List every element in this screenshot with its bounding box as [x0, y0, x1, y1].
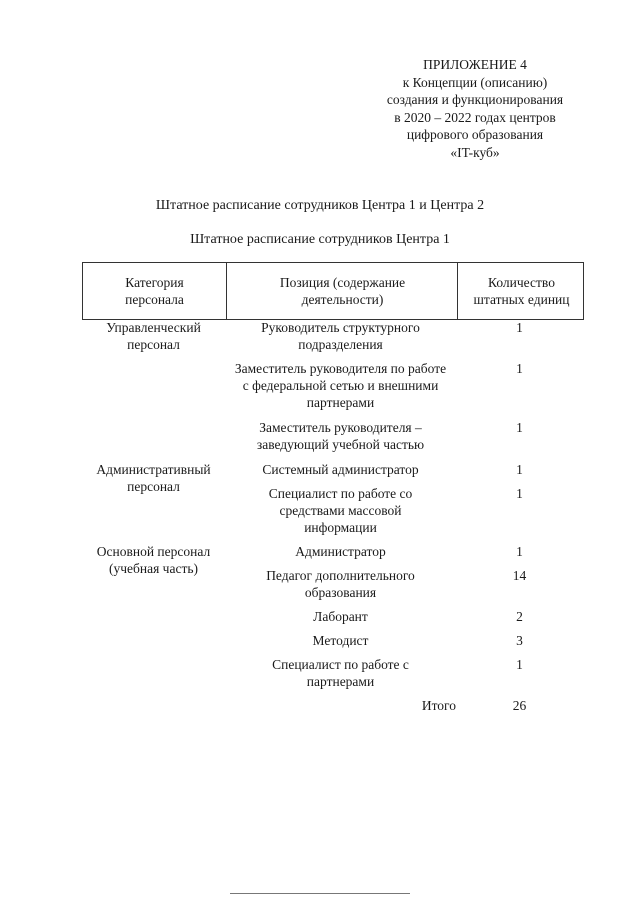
position-cell	[225, 485, 456, 536]
category-label: Административный персонал	[96, 462, 211, 494]
quantity-cell: 2	[516, 609, 523, 624]
appendix-line: к Концепции (описанию)	[402, 74, 548, 90]
appendix-header	[360, 56, 590, 161]
appendix-line: в 2020 – 2022 годах центров	[394, 109, 556, 125]
appendix-line: ПРИЛОЖЕНИЕ 4	[423, 57, 527, 72]
position-label: Специалист по работе с партнерами	[272, 657, 409, 689]
quantity-cell: 3	[516, 633, 523, 648]
header-quantity-label: Количество штатных единиц	[473, 275, 570, 307]
category-cell	[82, 543, 225, 577]
position-label: Системный администратор	[262, 462, 419, 477]
position-label: Заместитель руководителя по работе с федеральной сетью и внешними партнерами	[234, 361, 447, 410]
position-cell	[225, 543, 456, 560]
category-cell	[82, 319, 225, 353]
header-quantity	[457, 263, 585, 319]
quantity-cell: 1	[516, 486, 523, 501]
quantity-cell: 1	[516, 420, 523, 435]
quantity-cell: 14	[512, 568, 527, 583]
header-position	[226, 263, 458, 319]
appendix-line: «IT-куб»	[450, 144, 500, 160]
position-cell	[225, 419, 456, 453]
document-title: Штатное расписание сотрудников Центра 1 и Центра 2	[155, 198, 485, 213]
position-cell: Методист	[312, 633, 369, 648]
position-label: Заместитель руководителя – заведующий учебной частью	[256, 420, 425, 452]
position-label: Руководитель структурного подразделения	[261, 320, 420, 352]
category-label: Управленческий персонал	[106, 320, 201, 352]
quantity-cell: 1	[516, 544, 523, 559]
category-label: Основной персонал (учебная часть)	[96, 544, 211, 576]
appendix-line: создания и функционирования	[386, 92, 564, 107]
footer-divider	[230, 893, 410, 894]
quantity-cell: 1	[516, 462, 523, 477]
table-header-row	[82, 262, 584, 320]
position-cell	[225, 656, 456, 690]
quantity-cell: 1	[516, 657, 523, 672]
position-cell	[225, 567, 456, 601]
appendix-line: цифрового образования	[406, 127, 544, 142]
position-cell	[225, 360, 456, 411]
total-value: 26	[512, 698, 527, 713]
quantity-cell: 1	[516, 361, 523, 376]
table-caption: Штатное расписание сотрудников Центра 1	[190, 232, 450, 247]
quantity-cell: 1	[516, 320, 523, 335]
staffing-table	[82, 262, 584, 713]
position-label: Педагог дополнительного образования	[266, 568, 415, 600]
position-label: Специалист по работе со средствами массовой информации	[268, 486, 413, 535]
position-label: Администратор	[295, 544, 386, 559]
header-position-label: Позиция (содержание деятельности)	[279, 275, 406, 307]
position-cell	[225, 319, 456, 353]
position-cell	[225, 461, 456, 478]
category-cell	[82, 461, 225, 495]
header-category	[83, 263, 226, 319]
total-label: Итого	[421, 698, 456, 713]
position-cell: Лаборант	[313, 609, 368, 624]
header-category-label: Категория персонала	[125, 275, 184, 307]
